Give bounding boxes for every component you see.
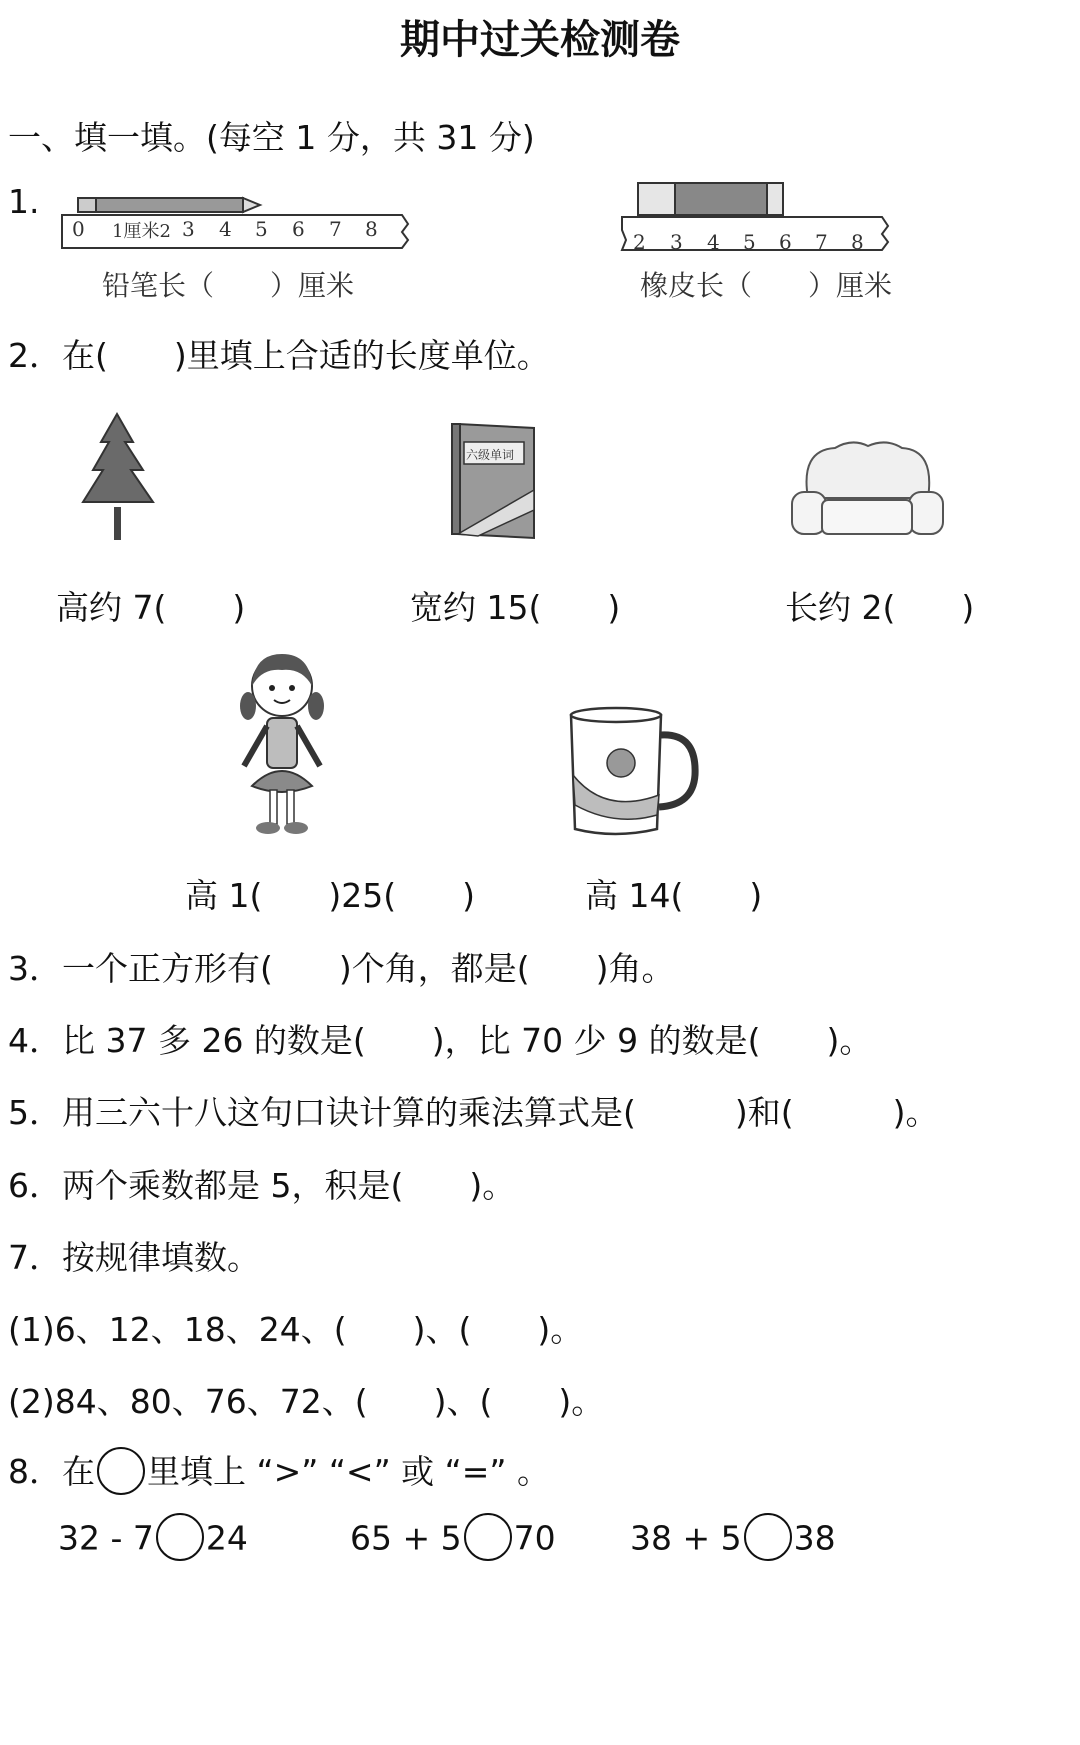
- eraser-caption: 橡皮长（ ）厘米: [640, 269, 893, 302]
- q8-stem-b: 里填上 “>” “<” 或 “=” 。: [147, 1452, 550, 1491]
- answer-circle-icon[interactable]: [464, 1513, 512, 1561]
- eraser-icon: [638, 183, 783, 215]
- ruler2-tick-6: 6: [779, 230, 792, 254]
- q5: 5．用三六十八这句口诀计算的乘法算式是( )和( )。: [8, 1093, 939, 1132]
- q8-expr-3: [630, 1516, 836, 1564]
- ruler1-tick-7: 7: [329, 217, 342, 241]
- ruler2-tick-3: 3: [670, 230, 683, 254]
- q8-expr-2: [350, 1516, 556, 1564]
- ruler1-tick-3: 3: [182, 217, 195, 241]
- q7-stem: 7．按规律填数。: [8, 1238, 260, 1277]
- sofa-icon: [790, 438, 945, 538]
- cup-caption: 高 14( ): [585, 876, 763, 915]
- q8-expr-1-right: 24: [205, 1518, 248, 1558]
- ruler1-tick-6: 6: [292, 217, 305, 241]
- ruler1-tick-0: 0: [72, 217, 85, 241]
- sofa-caption: 长约 2( ): [785, 588, 975, 627]
- tree-caption: 高约 7( ): [56, 588, 246, 627]
- q2-stem: 2．在( )里填上合适的长度单位。: [8, 336, 550, 375]
- ruler1-tick-5: 5: [255, 217, 268, 241]
- q1-number: 1.: [8, 182, 40, 221]
- pencil-icon: [78, 198, 260, 212]
- answer-circle-icon[interactable]: [744, 1513, 792, 1561]
- ruler2-tick-4: 4: [707, 230, 720, 254]
- book-icon: [448, 420, 538, 542]
- q8-expr-2-right: 70: [513, 1518, 556, 1558]
- q6: 6．两个乘数都是 5，积是( )。: [8, 1166, 516, 1205]
- ruler2-tick-5: 5: [743, 230, 756, 254]
- q8-expr-2-left: 65 + 5: [350, 1518, 462, 1558]
- answer-circle-icon: [97, 1447, 145, 1495]
- q7-part1: (1)6、12、18、24、( )、( )。: [8, 1310, 584, 1349]
- q7-part2: (2)84、80、76、72、( )、( )。: [8, 1382, 605, 1421]
- ruler1-tick-8: 8: [365, 217, 378, 241]
- section-heading: 一、填一填。(每空 1 分，共 31 分): [8, 118, 535, 157]
- q8-expr-3-left: 38 + 5: [630, 1518, 742, 1558]
- q8-expr-1: [58, 1516, 248, 1564]
- page-title: 期中过关检测卷: [400, 17, 680, 63]
- q8-expr-1-left: 32 - 7: [58, 1518, 154, 1558]
- q8-stem-a: 8．在: [8, 1452, 95, 1491]
- tree-icon: [75, 412, 160, 542]
- ruler2-tick-2: 2: [633, 230, 646, 254]
- ruler2-tick-8: 8: [851, 230, 864, 254]
- q4: 4．比 37 多 26 的数是( )，比 70 少 9 的数是( )。: [8, 1021, 873, 1060]
- ruler1-tick-4: 4: [219, 217, 232, 241]
- girl-icon: [232, 648, 332, 838]
- q8-expr-3-right: 38: [793, 1518, 836, 1558]
- book-caption: 宽约 15( ): [410, 588, 621, 627]
- ruler2-tick-7: 7: [815, 230, 828, 254]
- q8-stem: [8, 1446, 550, 1498]
- girl-caption: 高 1( )25( ): [185, 876, 475, 915]
- pencil-caption: 铅笔长（ ）厘米: [102, 269, 355, 302]
- cup-icon: [565, 705, 705, 840]
- answer-circle-icon[interactable]: [156, 1513, 204, 1561]
- book-cover-text: 六级单词: [466, 448, 515, 462]
- ruler1-tick-1: 1厘米2: [112, 221, 171, 242]
- q3: 3．一个正方形有( )个角，都是( )角。: [8, 949, 675, 988]
